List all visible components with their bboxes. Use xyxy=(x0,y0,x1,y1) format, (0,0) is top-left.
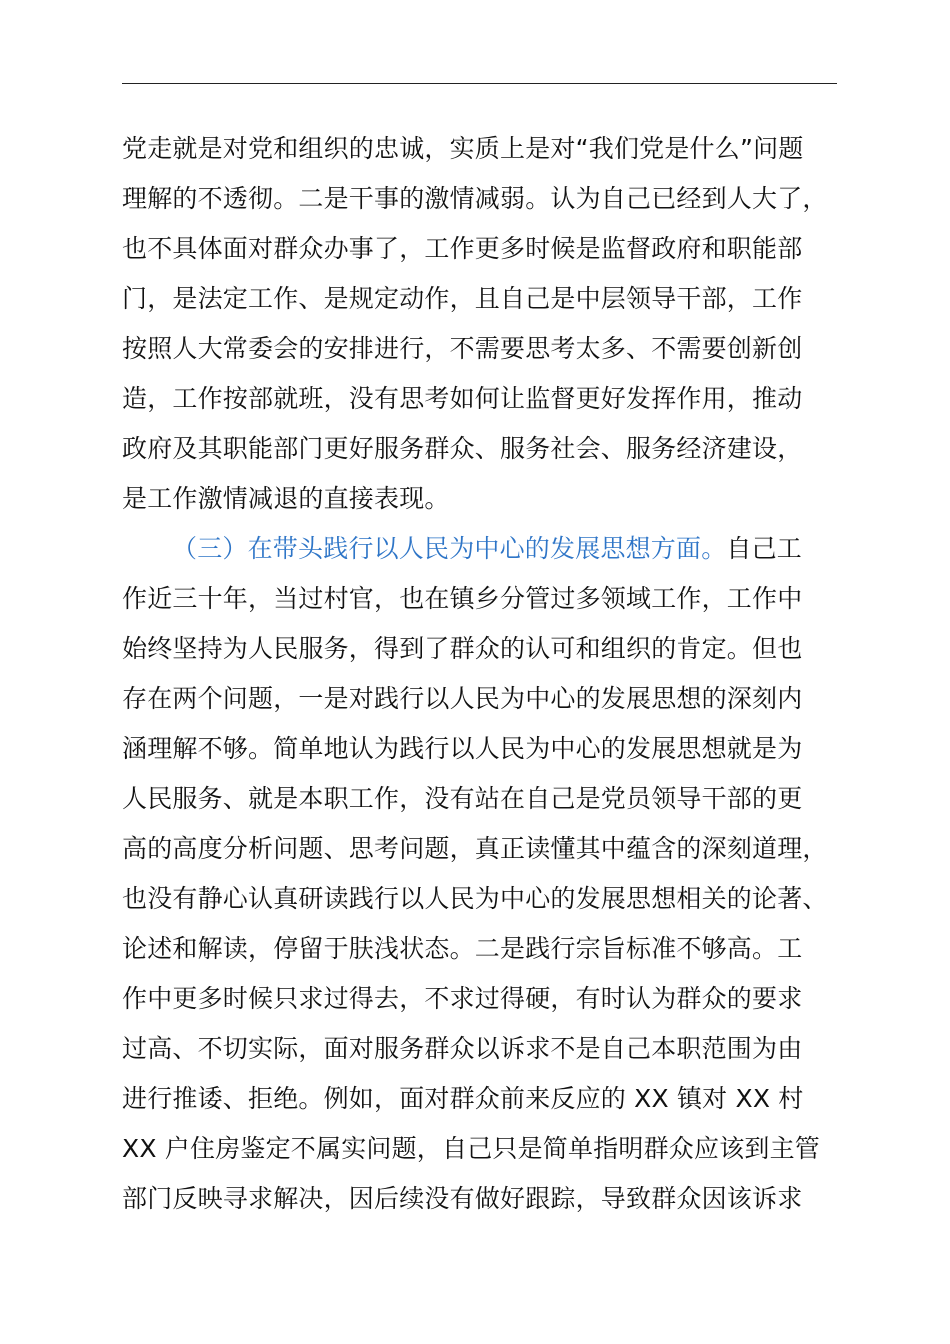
text-line: 理解的不透彻。二是干事的激情减弱。认为自己已经到人大了， xyxy=(122,184,828,213)
text-line: 进行推诿、拒绝。例如，面对群众前来反应的 XX 镇对 XX 村 xyxy=(122,1084,804,1113)
text-line: 党走就是对党和组织的忠诚，实质上是对“我们党是什么”问题 xyxy=(122,134,804,163)
header-rule xyxy=(122,83,837,84)
text-line: 存在两个问题，一是对践行以人民为中心的发展思想的深刻内 xyxy=(122,684,803,713)
text-line: 是工作激情减退的直接表现。 xyxy=(122,484,450,513)
text-line: 按照人大常委会的安排进行，不需要思考太多、不需要创新创 xyxy=(122,334,803,363)
text-line: 作中更多时候只求过得去，不求过得硬，有时认为群众的要求 xyxy=(122,984,803,1013)
text-line: 高的高度分析问题、思考问题，真正读懂其中蕴含的深刻道理， xyxy=(122,834,828,863)
text-line: 造，工作按部就班，没有思考如何让监督更好发挥作用，推动 xyxy=(122,384,803,413)
text-line: 过高、不切实际，面对服务群众以诉求不是自己本职范围为由 xyxy=(122,1034,803,1063)
text-line: 部门反映寻求解决，因后续没有做好跟踪，导致群众因该诉求 xyxy=(122,1184,803,1213)
section-first-line xyxy=(122,524,882,574)
section-heading: （三）在带头践行以人民为中心的发展思想方面。 xyxy=(172,534,727,563)
text-line: 始终坚持为人民服务，得到了群众的认可和组织的肯定。但也 xyxy=(122,634,803,663)
text-line: 涵理解不够。简单地认为践行以人民为中心的发展思想就是为 xyxy=(122,734,803,763)
section-first-line-text: 自己工 xyxy=(726,534,803,563)
text-line: 门，是法定工作、是规定动作，且自己是中层领导干部，工作 xyxy=(122,284,803,313)
text-line: 作近三十年，当过村官，也在镇乡分管过多领域工作，工作中 xyxy=(122,584,803,613)
paragraph-continued xyxy=(122,124,882,524)
text-line: 人民服务、就是本职工作，没有站在自己是党员领导干部的更 xyxy=(122,784,803,813)
text-line: 政府及其职能部门更好服务群众、服务社会、服务经济建设， xyxy=(122,434,803,463)
text-line: 论述和解读，停留于肤浅状态。二是践行宗旨标准不够高。工 xyxy=(122,934,803,963)
text-line: XX 户住房鉴定不属实问题，自己只是简单指明群众应该到主管 xyxy=(122,1134,821,1163)
paragraph-section-three xyxy=(122,524,882,1224)
text-line: 也不具体面对群众办事了，工作更多时候是监督政府和职能部 xyxy=(122,234,803,263)
text-line: 也没有静心认真研读践行以人民为中心的发展思想相关的论著、 xyxy=(122,884,828,913)
document-body xyxy=(122,124,882,1224)
